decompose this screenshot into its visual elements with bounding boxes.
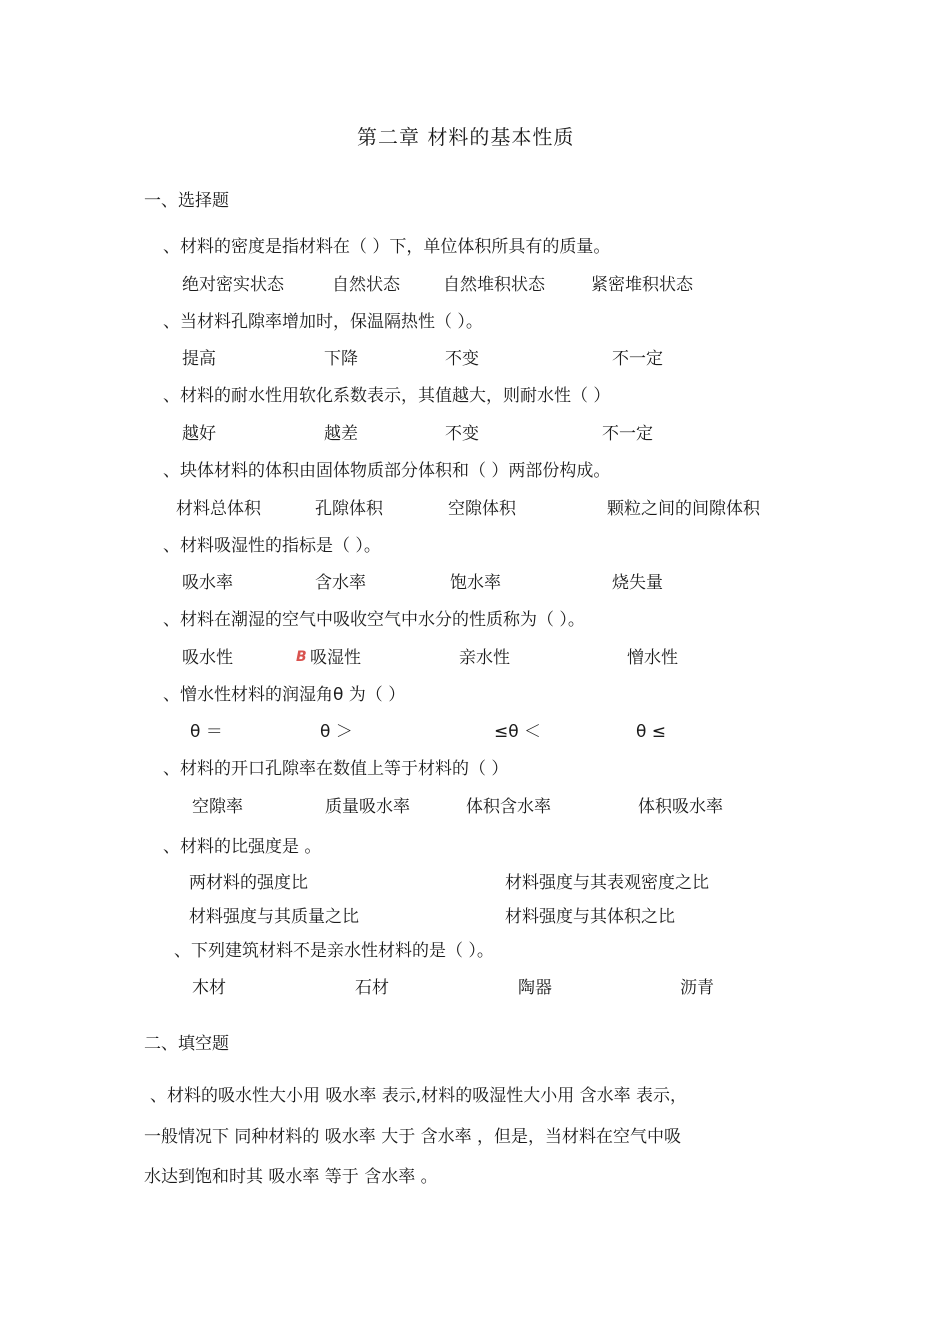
option: 体积吸水率 [638, 797, 723, 817]
section-heading-fill: 二、填空题 [144, 1034, 229, 1054]
option: 材料强度与其表观密度之比 [505, 873, 709, 893]
option: 孔隙体积 [315, 499, 383, 519]
option: 陶器 [518, 978, 552, 998]
question-stem: 、下列建筑材料不是亲水性材料的是（ ）。 [174, 941, 494, 961]
option: 石材 [355, 978, 389, 998]
option: 体积含水率 [466, 797, 551, 817]
answer-mark: B [296, 649, 307, 665]
option: 自然状态 [332, 275, 400, 295]
page-title: 第二章 材料的基本性质 [357, 125, 575, 149]
question-stem: 、材料的开口孔隙率在数值上等于材料的（ ） [163, 759, 509, 779]
question-stem: 、材料在潮湿的空气中吸收空气中水分的性质称为（ ）。 [163, 610, 585, 630]
option: 不一定 [602, 424, 653, 444]
option: 下降 [324, 349, 358, 369]
option: ≤θ ＜ [494, 722, 542, 742]
option: 含水率 [315, 573, 366, 593]
option: 空隙率 [192, 797, 243, 817]
option: 木材 [192, 978, 226, 998]
option: 亲水性 [459, 648, 510, 668]
option: 不变 [445, 424, 479, 444]
option: 材料强度与其质量之比 [189, 907, 359, 927]
option: 材料强度与其体积之比 [505, 907, 675, 927]
option: 绝对密实状态 [182, 275, 284, 295]
option: 空隙体积 [448, 499, 516, 519]
option: θ ＞ [320, 722, 353, 742]
paragraph-line: 一般情况下 同种材料的 吸水率 大于 含水率 ，但是，当材料在空气中吸 [144, 1127, 682, 1147]
question-stem: 、材料的比强度是 。 [163, 837, 322, 857]
option: 不变 [445, 349, 479, 369]
option: 不一定 [612, 349, 663, 369]
option: 提高 [182, 349, 216, 369]
option: θ ＝ [190, 722, 223, 742]
option: 吸水性 [182, 648, 233, 668]
option: 质量吸水率 [325, 797, 410, 817]
question-stem: 、当材料孔隙率增加时，保温隔热性（ ）。 [163, 312, 483, 332]
option: θ ≤ [636, 722, 667, 742]
option: 吸湿性 [310, 648, 361, 668]
option: 饱水率 [450, 573, 501, 593]
question-stem: 、憎水性材料的润湿角θ 为（ ） [163, 685, 406, 705]
option: 烧失量 [612, 573, 663, 593]
question-stem: 、块体材料的体积由固体物质部分体积和（ ）两部份构成。 [163, 461, 611, 481]
option: 越好 [182, 424, 216, 444]
option: 越差 [324, 424, 358, 444]
question-stem: 、材料吸湿性的指标是（ ）。 [163, 536, 381, 556]
question-stem: 、材料的密度是指材料在（ ）下，单位体积所具有的质量。 [163, 237, 611, 257]
option: 两材料的强度比 [189, 873, 308, 893]
section-heading-choice: 一、选择题 [144, 191, 229, 211]
option: 自然堆积状态 [443, 275, 545, 295]
paragraph-line: 水达到饱和时其 吸水率 等于 含水率 。 [144, 1167, 438, 1187]
option: 颗粒之间的间隙体积 [607, 499, 760, 519]
option: 紧密堆积状态 [591, 275, 693, 295]
question-stem: 、材料的耐水性用软化系数表示，其值越大，则耐水性（ ） [163, 386, 611, 406]
option: 沥青 [680, 978, 714, 998]
option: 憎水性 [627, 648, 678, 668]
paragraph-line: 、材料的吸水性大小用 吸水率 表示,材料的吸湿性大小用 含水率 表示， [150, 1086, 688, 1106]
option: 吸水率 [182, 573, 233, 593]
option: 材料总体积 [176, 499, 261, 519]
